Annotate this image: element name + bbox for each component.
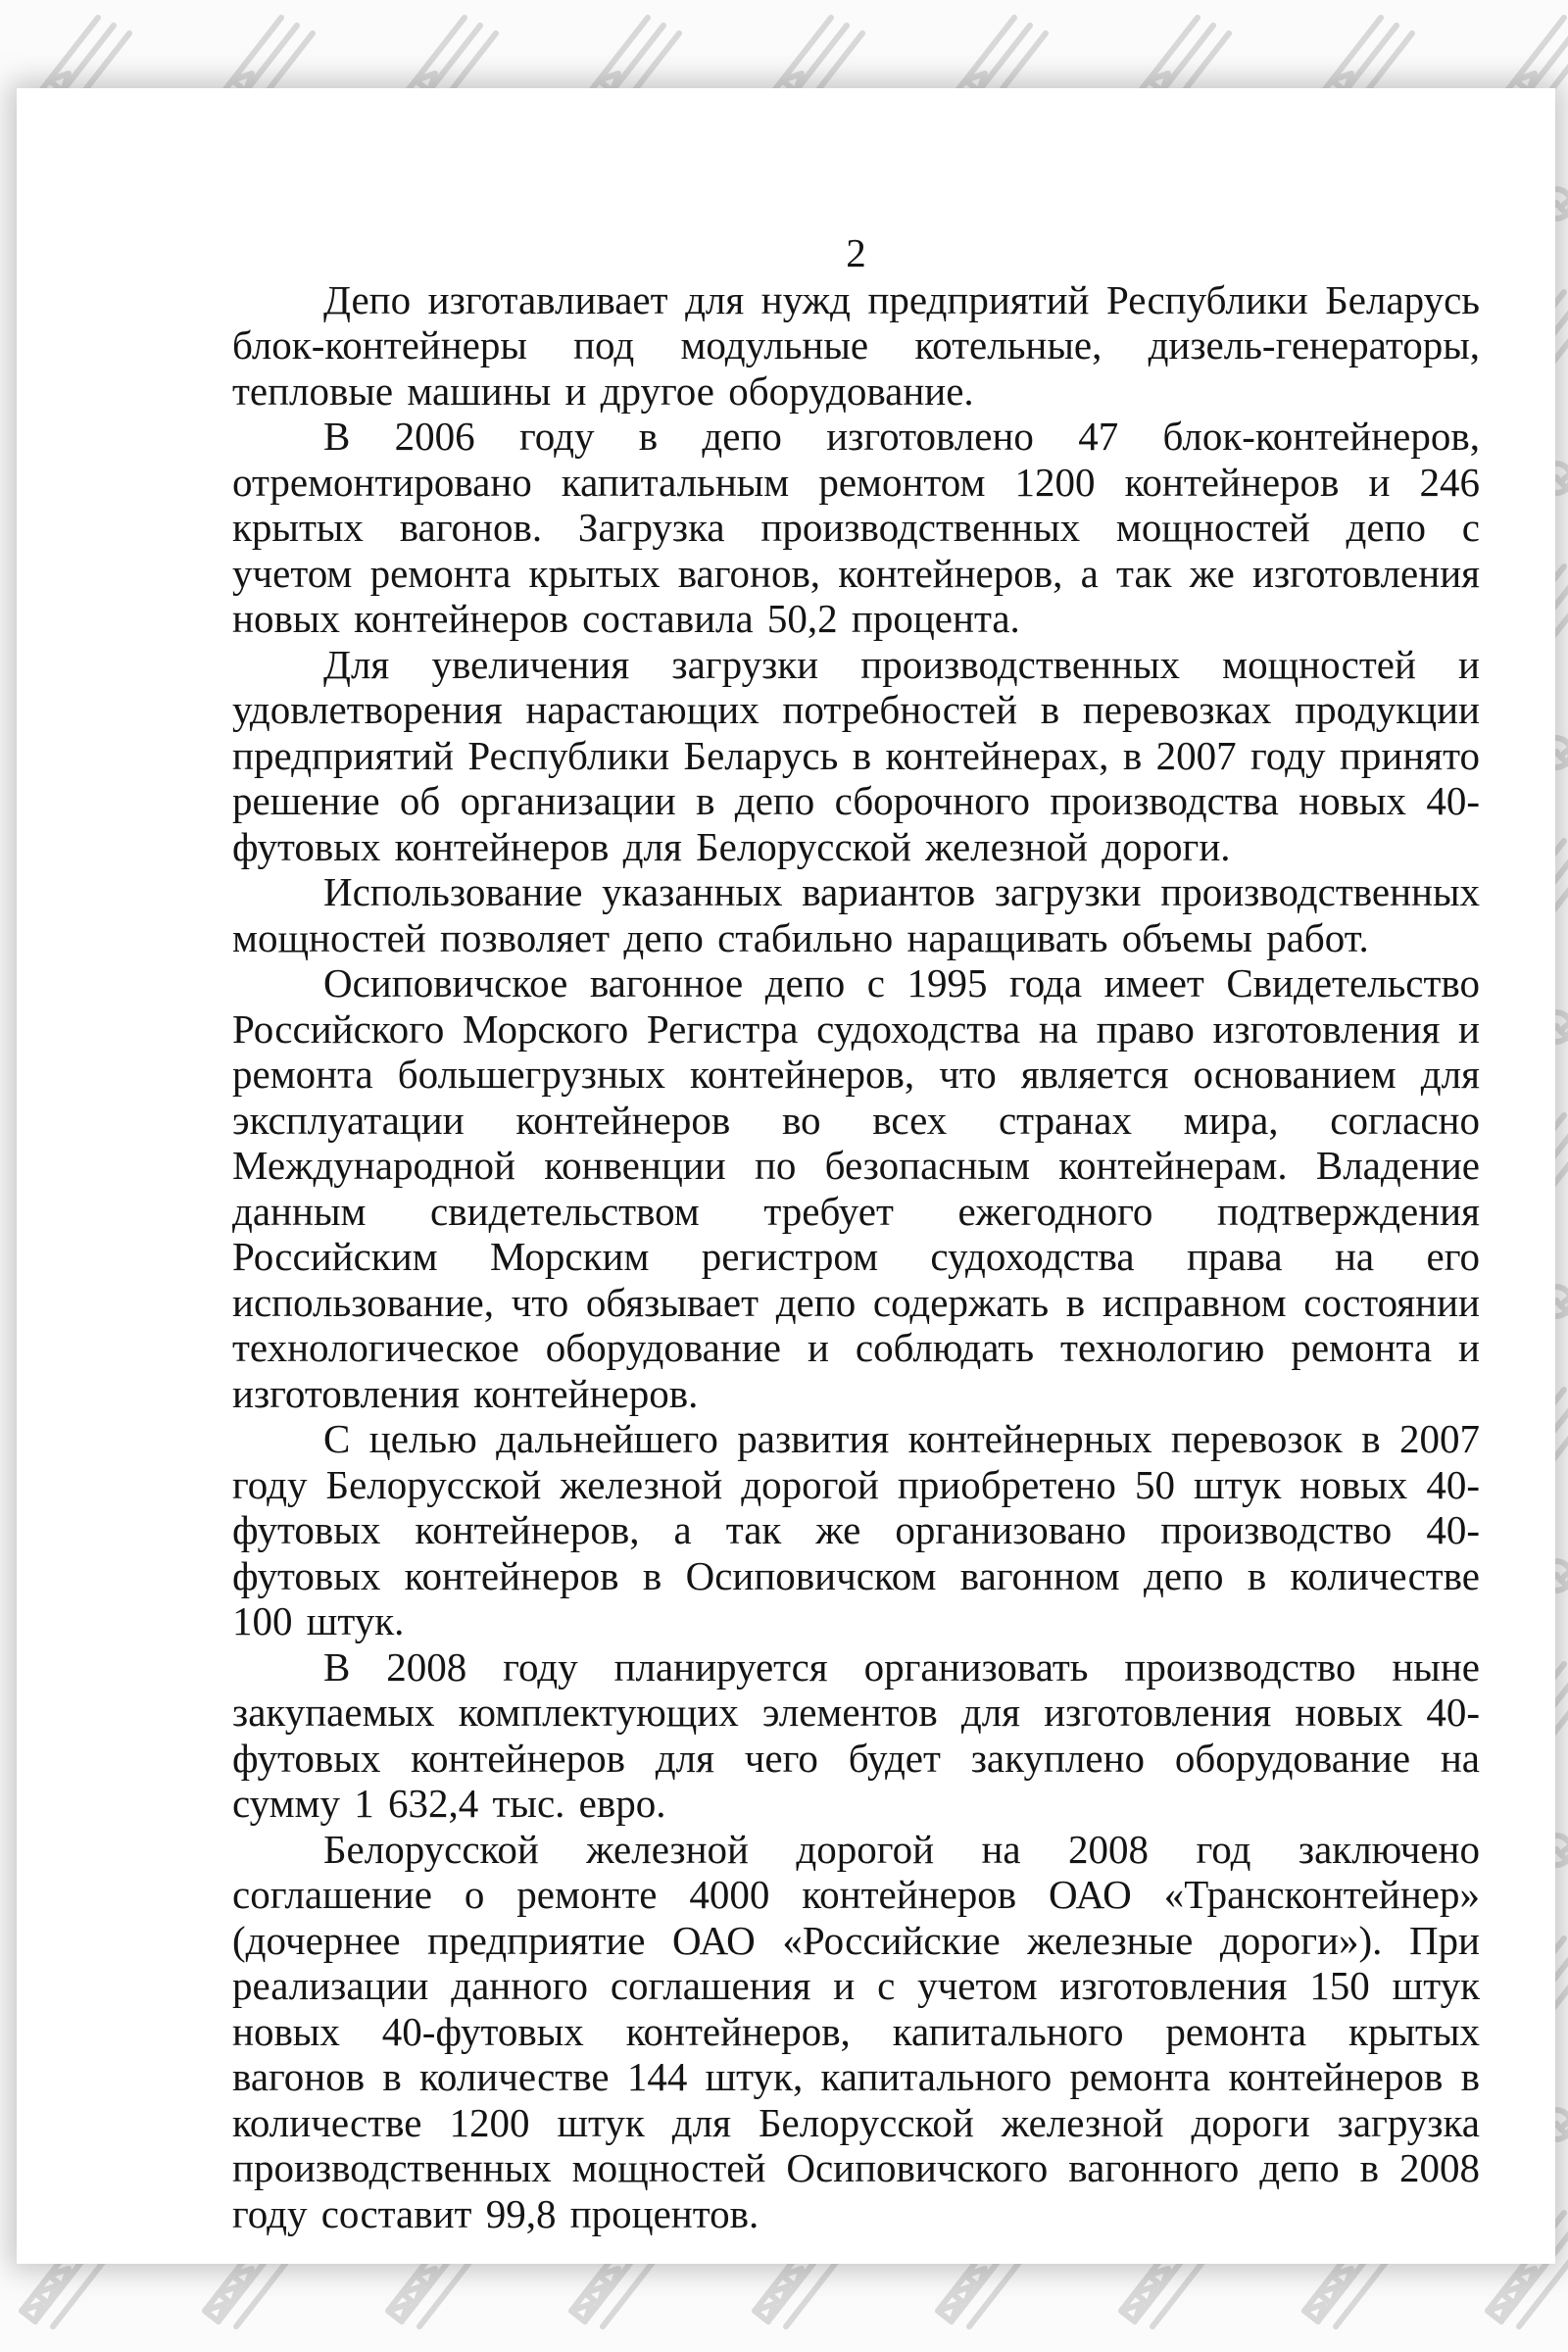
paragraph: В 2006 году в депо изготовлено 47 блок-контейнеров, отремонтировано капитальным ремонтом 1200 контейнеров и 246 крытых вагонов. Загрузка производственных мощностей депо с учетом ремонта крытых вагонов, контейнеров, а так же изготовления новых контейнеров составила 50,2 процента. bbox=[232, 414, 1480, 641]
paragraph: В 2008 году планируется организовать производство ныне закупаемых комплектующих элементов для изготовления новых 40-футовых контейнеров для чего будет закуплено оборудование на сумму 1 632,4 тыс. евро. bbox=[232, 1643, 1480, 1826]
paragraph: С целью дальнейшего развития контейнерных перевозок в 2007 году Белорусской железной дорогой приобретено 50 штук новых 40-футовых контейнеров, а так же организовано производство 40-футовых контейнеров в Осиповичском вагонном депо в количестве 100 штук. bbox=[232, 1416, 1480, 1643]
document-page bbox=[17, 88, 1555, 2264]
paragraph: Осиповичское вагонное депо с 1995 года имеет Свидетельство Российского Морского Регистра судоходства на право изготовления и ремонта большегрузных контейнеров, что является основанием для эксплуатации контейнеров во всех странах мира, согласно Международной конвенции по безопасным контейнерам. Владение данным свидетельством требует ежегодного подтверждения Российским Морским регистром судоходства права на его использование, что обязывает депо содержать в исправном состоянии технологическое оборудование и соблюдать технологию ремонта и изготовления контейнеров. bbox=[232, 960, 1480, 1416]
paragraph: Для увеличения загрузки производственных мощностей и удовлетворения нарастающих потребностей в перевозках продукции предприятий Республики Беларусь в контейнерах, в 2007 году принято решение об организации в депо сборочного производства новых 40-футовых контейнеров для Белорусской железной дороги. bbox=[232, 641, 1480, 869]
paragraph: Белорусской железной дорогой на 2008 год заключено соглашение о ремонте 4000 контейнеров ОАО «Трансконтейнер» (дочернее предприятие ОАО «Российские железные дороги»). При реализации данного соглашения и с учетом изготовления 150 штук новых 40-футовых контейнеров, капитального ремонта крытых вагонов в количестве 144 штук, капитального ремонта контейнеров в количестве 1200 штук для Белорусской железной дороги загрузка производственных мощностей Осиповичского вагонного депо в 2008 году составит 99,8 процентов. bbox=[232, 1826, 1480, 2236]
paragraph: Депо изготавливает для нужд предприятий Республики Беларусь блок-контейнеры под модульные котельные, дизель-генераторы, тепловые машины и другое оборудование. bbox=[232, 276, 1480, 414]
paragraph: Использование указанных вариантов загрузки производственных мощностей позволяет депо стабильно наращивать объемы работ. bbox=[232, 869, 1480, 960]
document-body bbox=[232, 230, 1480, 2236]
page-number: 2 bbox=[846, 230, 866, 275]
